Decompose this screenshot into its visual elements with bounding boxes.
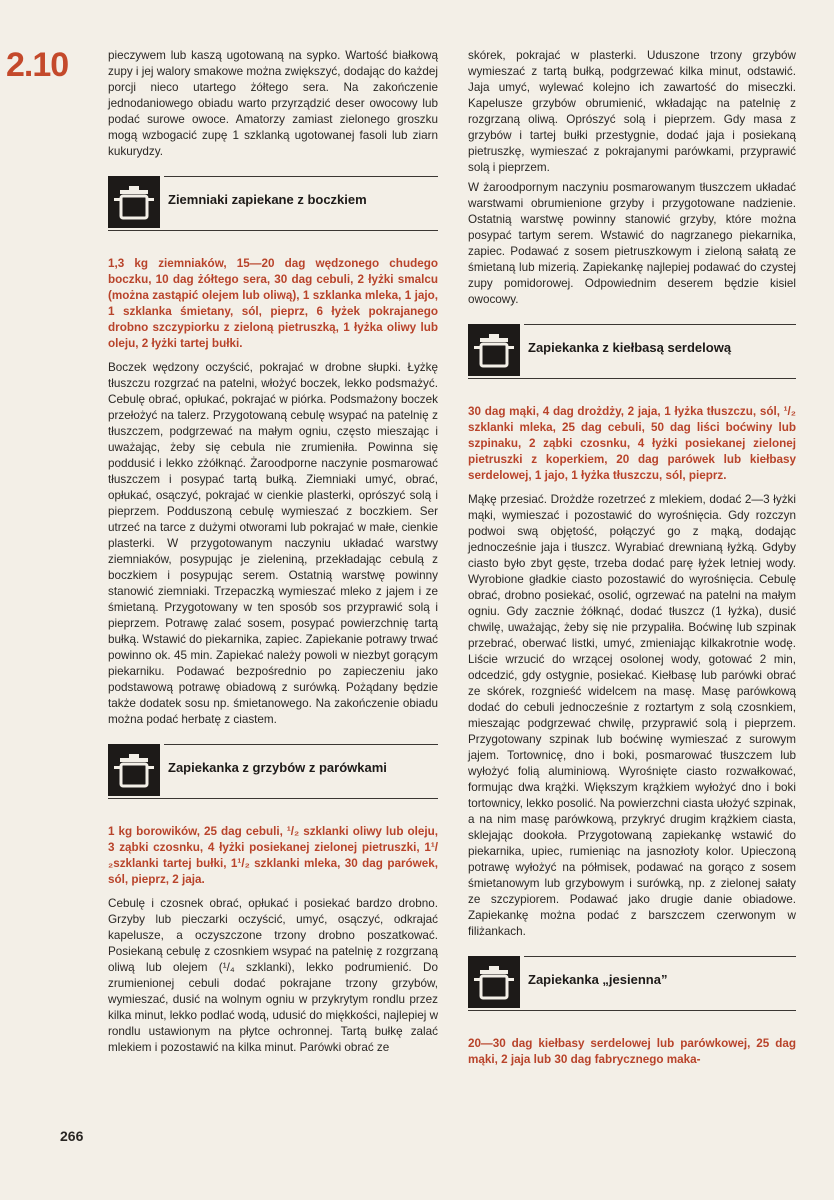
- ingredients-list: 20—30 dag kiełbasy serdelowej lub parówkowej, 25 dag mąki, 2 jaja lub 30 dag fabrycznego maka-: [468, 1037, 796, 1066]
- cooking-pot-icon: [468, 324, 520, 376]
- recipe-header: [108, 176, 438, 238]
- ingredients-list: 1 kg borowików, 25 dag cebuli, ¹/₂ szklanki oliwy lub oleju, 3 ząbki czosnku, 4 łyżki posiekanej zielonej pietruszki, 1¹/₂szklanki tartej bułki, 1¹/₂ szklanki mleka, 30 dag parówek, sól, pieprz, 2 jaja.: [108, 825, 438, 886]
- recipe-title: Zapiekanka z grzybów z parówkami: [168, 760, 387, 775]
- divider: [524, 956, 796, 957]
- ingredients-list: 1,3 kg ziemniaków, 15—20 dag wędzonego chudego boczku, 10 dag żółtego sera, 30 dag cebuli, 2 łyżki smalcu (można zastąpić olejem lub oliwą), 1 szklanka mleka, 1 jajo, 1 szklanka śmietany, sól, pieprz, 6 łyżek pokrajanego drobno szczypiorku z zieloną pietruszką, 1 łyżka oliwy lub oleju, 2 łyżki tartej bułki.: [108, 257, 438, 350]
- recipe-method: Cebulę i czosnek obrać, opłukać i posiekać bardzo drobno. Grzyby lub pieczarki oczyścić, umyć, osączyć, odkrajać kapelusze, a oczyszczone trzony drobno poszatkować. Posiekaną cebulę z czosnkiem wsypać na patelnię z rozgrzaną oliwą lub olejem (¹/₄ szklanki), lekko podrumienić. Do zrumienionej cebuli dodać pokrajane trzony grzybów, wymieszać, dusić na wolnym ogniu w przykrytym rondlu przez kilka minut, lekko podlać wodą, udusić do miękkości, najlepiej w rondlu ustawionym na płytce ochronnej. Tartą bułkę zalać mlekiem i pozostawić na kilka minut. Parówki obrać ze: [108, 897, 439, 1054]
- cooking-pot-icon: [108, 176, 160, 228]
- recipe-method: Mąkę przesiać. Drożdże rozetrzeć z mlekiem, dodać 2—3 łyżki mąki, wymieszać i pozostawić do wyrośnięcia. Gdy rozczyn podwoi swą objętość, połączyć go z mąką, dodając jednocześnie jaja i tłuszcz. Wyrabiać drewnianą łyżką. Gdyby ciasto było zbyt gęste, trzeba dodać parę łyżek letniej wody. Wyrobione gładkie ciasto pozostawić do wyrośnięcia. Cebulę obrać, drobno posiekać, osolić, ogrzewać na patelni na małym ogniu. Gdy zacznie żółknąć, dodać tłuszcz (1 łyżka), dusić chwilę, uważając, żeby się nie przypaliła. Boćwinę lub szpinak przebrać, oberwać listki, umyć, zmieniając kilkakrotnie wodę. Liście wrzucić do wrzącej osolonej wody, gotować 2 min, odcedzić, gdy ostygnie, posiekać. Kiełbasę lub parówki obrać ze skórek, rozgnieść widelcem na masę. Masę parówkową dodać do cebuli jednocześnie z roztartym z solą czosnkiem, mieszając podgrzewać chwilę, przyprawić solą i pieprzem. Przygotowany szpinak lub boćwinę wymieszać z surowym jajem. Tortownicę, dno i boki, posmarować tłuszczem lub wyłożyć folią aluminiową. Wyrośnięte ciasto rozwałkować, formując dwa krążki. Większym krążkiem wyłożyć dno i boki tortownicy, lekko posolić. Na powierzchni ciasta ułożyć szpinak, a na nim masę parówkową, przykryć drugim krążkiem ciasta, sklejając dookoła. Przygotowaną zapiekankę wstawić do piekarnika, upiec, rumieniąc na jasnozłoty kolor. Upieczoną potrawę wyłożyć na półmisek, podawać na gorąco z sosem śmietanowym lub grzybowym i surówką, np. z zielonej sałaty ze szczypiorem. Podawać jako drugie danie obiadowe. Zapiekankę można podać z barszczem czerwonym w filiżankach.: [468, 493, 796, 938]
- divider: [468, 378, 796, 379]
- chapter-number: 2.10: [6, 46, 69, 84]
- recipe-title: Zapiekanka „jesienna”: [528, 972, 668, 987]
- recipe-title: Zapiekanka z kiełbasą serdelową: [528, 340, 732, 355]
- cooking-pot-icon: [108, 744, 160, 796]
- ingredients-list: 30 dag mąki, 4 dag drożdży, 2 jaja, 1 łyżka tłuszczu, sól, ¹/₂ szklanki mleka, 25 dag cebuli, 50 dag liści boćwiny lub szpinaku, 2 ząbki czosnku, 4 łyżki posiekanej zielonej pietruszki z koperkiem, 20 dag parówek lub kiełbasy serdelowej, 1 jajo, 1 łyżka tłuszczu, sól, pieprz.: [468, 405, 796, 482]
- divider: [164, 744, 438, 745]
- right-column: [468, 48, 796, 1076]
- divider: [108, 230, 438, 231]
- recipe-header: [108, 744, 438, 806]
- left-column: [108, 48, 438, 1064]
- recipe-method: skórek, pokrajać w plasterki. Uduszone trzony grzybów wymieszać z tartą bułką, podgrzewać kilka minut, odstawić. Jaja umyć, wylewać kolejno ich zawartość do miseczki. Kapelusze grzybów obrumienić, wkładając na patelnię z rozgrzaną oliwą. Oprószyć solą i pieprzem. Gdy masa z grzybów i tartej bułki przestygnie, dodać jaja i posiekaną pietruszkę, wymieszać z pokrajanymi parówkami, przyprawić solą i pieprzem.: [468, 49, 796, 174]
- recipe-header: [468, 956, 796, 1018]
- divider: [524, 324, 796, 325]
- recipe-method: W żaroodpornym naczyniu posmarowanym tłuszczem układać warstwami obrumienione grzyby i przygotowane nadzienie. Ostatnią warstwę powinny stanowić grzyby, które można posypać tartym serem. Wstawić do nagrzanego piekarnika, zapiec. Podawać z sosem pietruszkowym i zieloną sałatą ze śmietaną lub mizerią. Zapiekankę najlepiej podawać do czystej zupy pomidorowej. Odpowiednim deserem będzie kisiel owocowy.: [468, 181, 796, 306]
- divider: [164, 176, 438, 177]
- page-number: 266: [60, 1128, 84, 1144]
- recipe-header: [468, 324, 796, 386]
- divider: [108, 798, 438, 799]
- intro-paragraph: pieczywem lub kaszą ugotowaną na sypko. Wartość białkową zupy i jej walory smakowe można zwiększyć, dodając do każdej porcji nieco utartego żółtego sera. Na zakończenie jednodaniowego obiadu warto przyrządzić deser owocowy lub podać surowe owoce. Amatorzy zamiast zielonego groszku mogą wzbogacić zupę 1 szklanką ugotowanej fasoli lub ziarn kukurydzy.: [108, 49, 438, 158]
- recipe-method: Boczek wędzony oczyścić, pokrajać w drobne słupki. Łyżkę tłuszczu rozgrzać na patelni, włożyć boczek, lekko podsmażyć. Cebulę obrać, opłukać, pokrajać w piórka. Podsmażony boczek przełożyć na talerz. Przygotowaną cebulę wsypać na patelnię z tłuszczem, podgrzewać na małym ogniu, często mieszając i uważając, żeby się cebula nie zrumieniła. Powinna się poddusić i lekko zżółknąć. Żaroodporne naczynie posmarować tłuszczem i posypać tartą bułką. Ziemniaki umyć, obrać, opłukać, osączyć, pokrajać w cienkie plasterki, oprószyć solą i pieprzem. Podduszoną cebulę wymieszać z boczkiem. Ser utrzeć na tarce z dużymi otworami lub pokrajać w małe, cienkie plasterki. W przygotowanym naczyniu układać warstwy ziemniaków, posypując je zieleniną, przekładając cebulą z boczkiem i posypując serem. Ostatnią warstwę powinny stanowić ziemniaki. Trzepaczką wymieszać mleko z jajem i ze śmietaną. Przygotowany w ten sposób sos przyprawić solą i pieprzem. Potrawę zalać sosem, posypać powierzchnię tartą bułką. Wstawić do piekarnika, zapiec. Zapiekanie potrawy trwać powinno ok. 45 min. Zapiekać należy powoli w niezbyt gorącym piekarniku. Podawać bezpośrednio po zapieczeniu jako podstawową potrawę obiadową z surówką. Pożądany będzie także dodatek sosu np. śmietanowego. Na zakończenie obiadu można podać herbatę z ciastem.: [108, 361, 438, 726]
- recipe-title: Ziemniaki zapiekane z boczkiem: [168, 192, 367, 207]
- cooking-pot-icon: [468, 956, 520, 1008]
- divider: [468, 1010, 796, 1011]
